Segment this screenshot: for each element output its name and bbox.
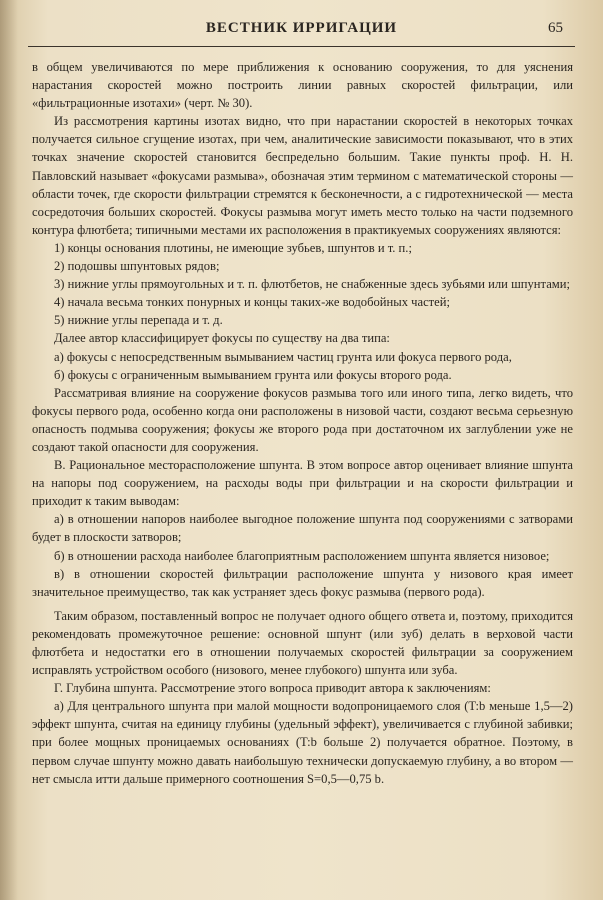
paragraph-continuation: в общем увеличиваются по мере приближения к основанию сооружения, то для уяснения нарастания скоростей можно построить линии равных скоростей фильтрации, или «фильтрационные изотахи» (черт. № 30). xyxy=(32,60,573,111)
section-g-sheet-pile-depth: Г. Глубина шпунта. Рассмотрение этого вопроса приводит автора к заключениям: xyxy=(54,681,491,696)
paragraph-focus-definition: Из рассмотрения картины изотах видно, что при нарастании скоростей в некоторых точках получается сильное сгущение изотах, при чем, аналитические зависимости показывают, что в этих точках значение скоростей становится беспредельно большим. Такие пункты проф. Н. Н. Павловский называет «фокусами размыва», обозначая этим термином с математической стороны — области точек, где скорости фильтрации стремятся к бесконечности, а с гидротехнической — места сосредоточия больших скоростей. Фокусы размыва могут иметь место только на части подземного контура флютбета; типичными местами их расположения в практикуемых сооружениях являются: xyxy=(32,114,573,237)
list-item: 5) нижние углы перепада и т. д. xyxy=(54,313,223,328)
list-item: 3) нижние углы прямоугольных и т. п. флютбетов, не снабженные здесь зубьями или шпунтами; xyxy=(54,277,571,292)
list-item: б) фокусы с ограниченным вымыванием грунта или фокусы второго рода. xyxy=(54,367,452,382)
page-number: 65 xyxy=(548,20,563,36)
list-item: а) Для центрального шпунта при малой мощности водопроницаемого слоя (T:b меньше 1,5—2) эффект шпунта, считая на единицу глубины (удельный эффект), увеличивается с глубиной забивки; при более мощных проницаемых основаниях (T:b больше 2) получается обратное. Поэтому, в первом случае шпунту можно давать наибольшую технически допускаемую глубину, а во втором — нет смысла итти дальше примерного соотношения S=0,5—0,75 b. xyxy=(32,699,573,786)
paragraph-focus-danger: Рассматривая влияние на сооружение фокусов размыва того или иного типа, легко видеть, что фокусы первого рода, особенно когда они расположены в низовой части, создают весьма серьезную опасность подмыва сооружения; фокусы же второго рода при достаточном их заглублении уже не создают такой опасности для сооружения. xyxy=(32,385,573,454)
section-b-sheet-pile-location: В. Рациональное месторасположение шпунта. В этом вопросе автор оценивает влияние шпунта на напоры под сооружением, на расходы воды при фильтрации и на скорости фильтрации и приходит к таким выводам: xyxy=(32,458,573,509)
list-item: а) фокусы с непосредственным вымыванием частиц грунта или фокуса первого рода, xyxy=(54,349,512,364)
article-body xyxy=(32,58,573,788)
running-header xyxy=(28,20,575,47)
paragraph-conclusion: Таким образом, поставленный вопрос не получает одного общего ответа и, поэтому, приходится рекомендовать промежуточное решение: основной шпунт (или зуб) делать в верховой части флютбета и недостатки его в отношении получаемых скоростей фильтрации за сооружением исправлять устройством особого (низового, менее глубокого) шпунта или зуба. xyxy=(32,608,573,678)
list-item: а) в отношении напоров наиболее выгодное положение шпунта под сооружениями с затворами будет в плоскости затворов; xyxy=(32,512,573,545)
list-item: 4) начала весьма тонких понурных и концы таких-же водобойных частей; xyxy=(54,295,451,310)
list-item: б) в отношении расхода наиболее благоприятным расположением шпунта является низовое; xyxy=(54,548,550,563)
journal-title: ВЕСТНИК ИРРИГАЦИИ xyxy=(205,20,398,36)
list-item: 1) концы основания плотины, не имеющие зубьев, шпунтов и т. п.; xyxy=(54,240,412,255)
list-item: в) в отношении скоростей фильтрации расположение шпунта у низового края имеет значительное преимущество, так как устраняет здесь фокус размыва (первого рода). xyxy=(32,566,573,599)
list-item: 2) подошвы шпунтовых рядов; xyxy=(54,259,220,274)
paragraph-classification: Далее автор классифицирует фокусы по существу на два типа: xyxy=(54,331,390,346)
